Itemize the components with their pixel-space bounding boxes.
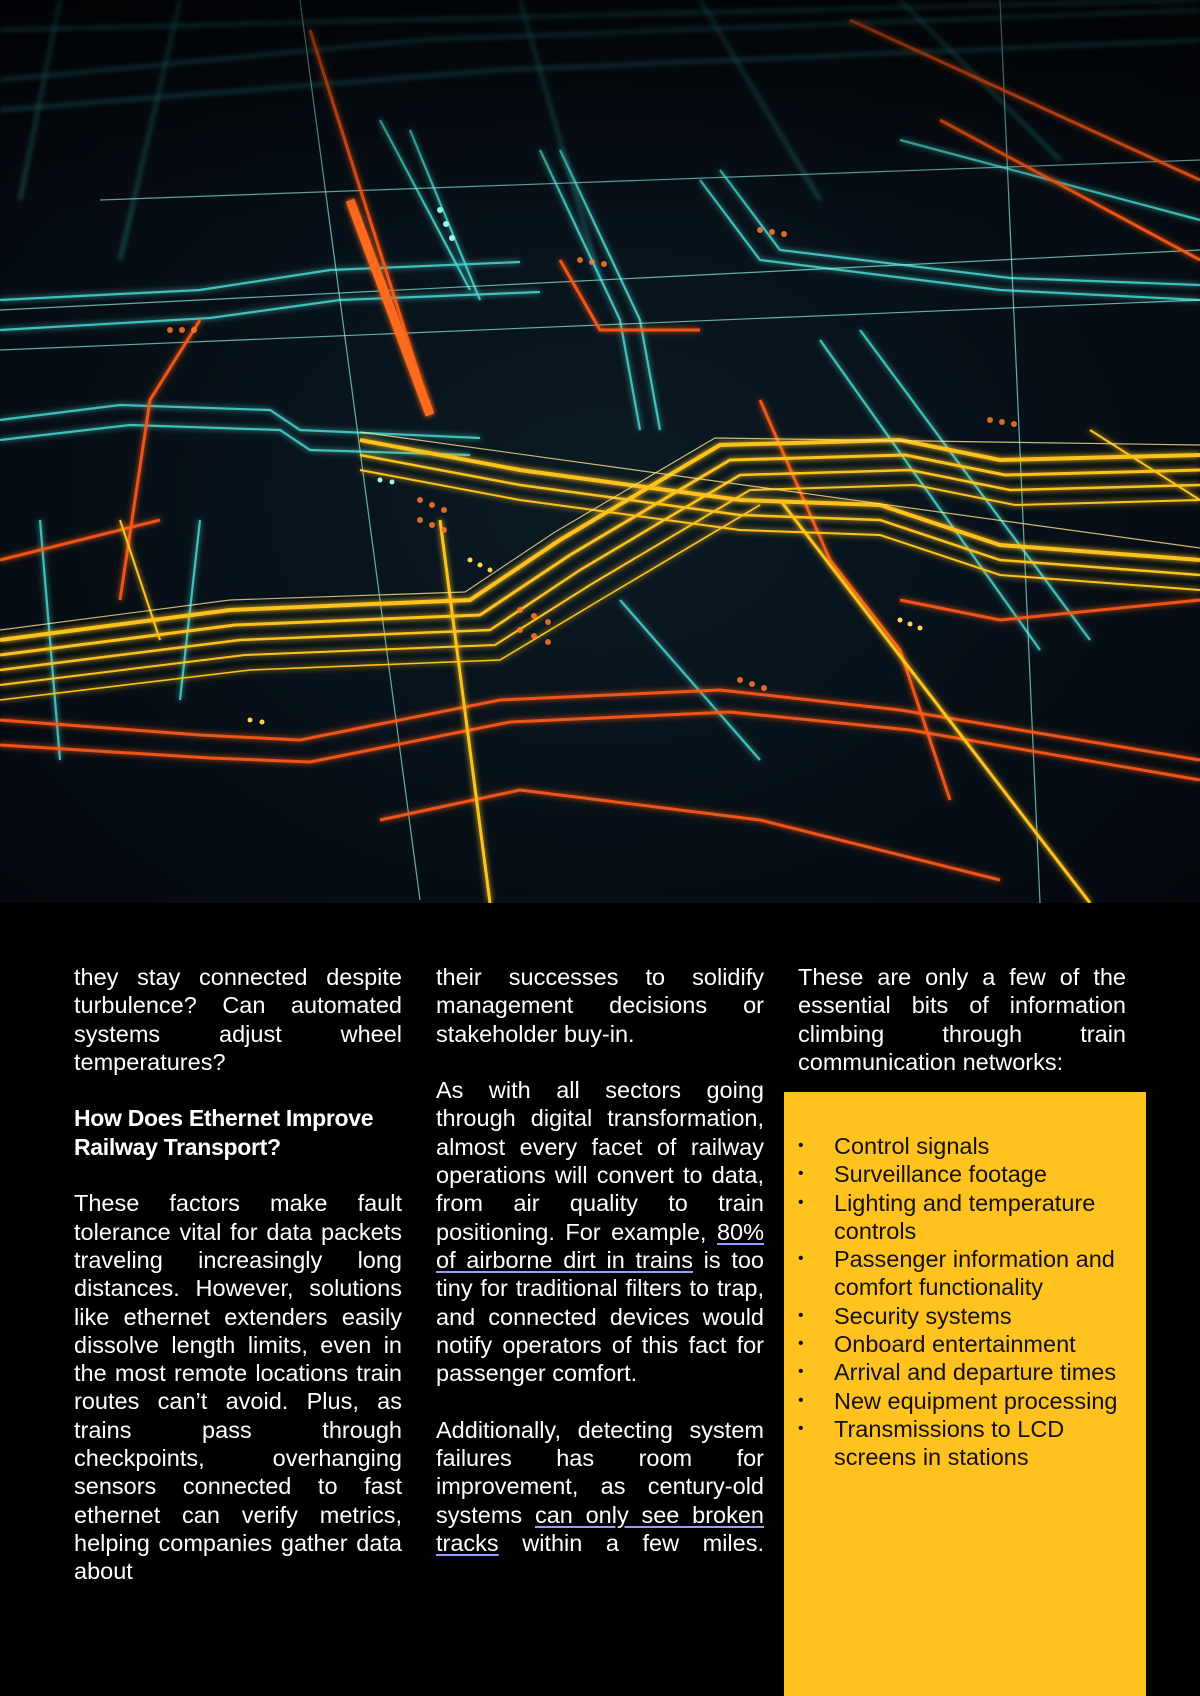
column2-paragraph-2 xyxy=(436,1076,764,1387)
paragraph-text: Additionally, detecting system failures has room for improvement, as century-old systems xyxy=(436,1416,764,1528)
bullet-icon: • xyxy=(798,1250,804,1268)
list-item xyxy=(784,1132,1146,1160)
list-item-text: Security systems xyxy=(834,1302,1012,1329)
list-item xyxy=(784,1358,1146,1386)
airborne-dirt-link[interactable]: 80% of airborne dirt in trains xyxy=(436,1218,764,1273)
column2-paragraph-1: their successes to solidify management decisions or stakeholder buy-in. xyxy=(436,964,764,1047)
list-item-text: Surveillance footage xyxy=(834,1161,1047,1188)
section-heading: How Does Ethernet Improve Railway Transport? xyxy=(74,1105,374,1160)
bullet-icon: • xyxy=(798,1306,804,1324)
broken-tracks-link[interactable]: can only see broken tracks xyxy=(436,1501,764,1556)
list-item-text: Passenger information and comfort functionality xyxy=(834,1246,1115,1301)
bullet-icon: • xyxy=(798,1137,804,1154)
column-right xyxy=(798,963,1126,1104)
column-left xyxy=(74,963,402,1614)
info-list-callout xyxy=(784,1092,1146,1696)
column1-intro-paragraph: they stay connected despite turbulence? Can automated systems adjust wheel temperatures? xyxy=(74,964,402,1075)
list-item xyxy=(784,1387,1146,1415)
paragraph-text: within a few miles. xyxy=(498,1529,764,1556)
column1-body-paragraph: These factors make fault tolerance vital for data packets traveling increasingly long distances. However, solutions like ethernet extenders easily dissolve length limits, even in the most remote locations train routes can’t avoid. Plus, as trains pass through checkpoints, overhanging sensors connected to fast ethernet can verify metrics, helping companies gather data about xyxy=(74,1190,402,1585)
list-item xyxy=(784,1302,1146,1330)
bullet-icon: • xyxy=(798,1419,804,1437)
bullet-icon: • xyxy=(798,1363,804,1381)
paragraph-text: As with all sectors going through digital transformation, almost every facet of railway operations will convert to data, from air quality to train positioning. For example, xyxy=(436,1077,764,1245)
column3-intro-paragraph: These are only a few of the essential bits of information climbing through train communication networks: xyxy=(798,964,1126,1075)
list-item xyxy=(784,1189,1146,1246)
list-item xyxy=(784,1245,1146,1302)
bullet-icon: • xyxy=(798,1335,804,1353)
list-item xyxy=(784,1330,1146,1358)
column-middle xyxy=(436,963,764,1586)
bullet-icon: • xyxy=(798,1165,804,1183)
list-item-text: Onboard entertainment xyxy=(834,1331,1076,1358)
bullet-icon: • xyxy=(798,1193,804,1211)
paragraph-text: is too tiny for traditional filters to trap, and connected devices would notify operators of this fact for passenger comfort. xyxy=(436,1246,764,1387)
list-item-text: Lighting and temperature controls xyxy=(834,1189,1096,1244)
list-item-text: New equipment processing xyxy=(834,1387,1118,1414)
list-item xyxy=(784,1415,1146,1472)
list-item-text: Control signals xyxy=(834,1133,990,1159)
list-item-text: Arrival and departure times xyxy=(834,1359,1117,1386)
bullet-icon: • xyxy=(798,1391,804,1409)
list-item xyxy=(784,1160,1146,1188)
list-item-text: Transmissions to LCD screens in stations xyxy=(834,1415,1065,1471)
info-list xyxy=(784,1092,1146,1472)
column2-paragraph-3 xyxy=(436,1416,764,1557)
